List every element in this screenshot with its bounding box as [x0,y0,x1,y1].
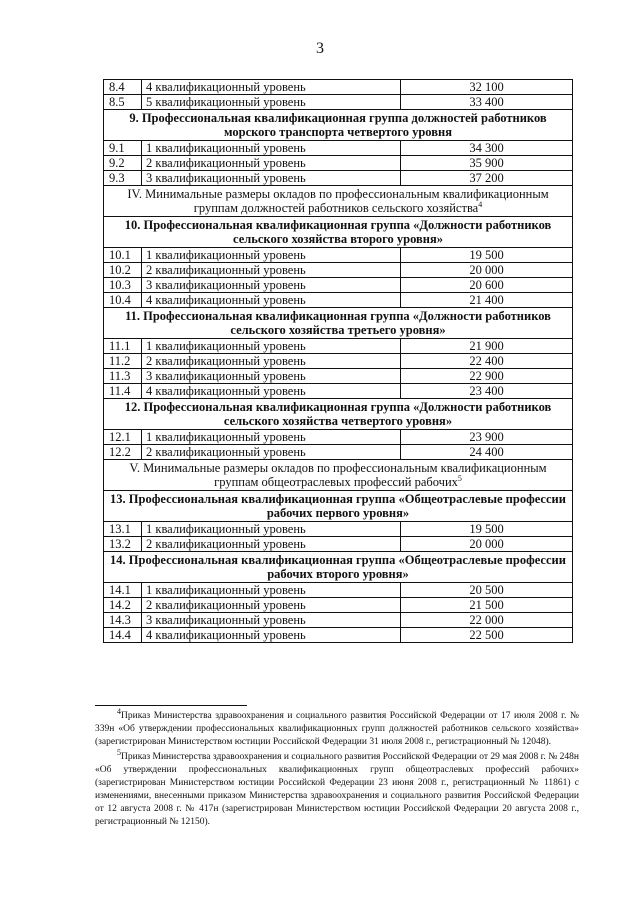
salary-amount: 22 900 [401,369,573,384]
row-number: 9.2 [104,156,142,171]
footnote-mark: 5 [117,747,121,757]
table-row [104,141,573,156]
group-heading [104,552,573,583]
salary-amount: 34 300 [401,141,573,156]
salary-amount: 22 500 [401,628,573,643]
row-number: 12.2 [104,445,142,460]
row-number: 13.1 [104,522,142,537]
qualification-level: 5 квалификационный уровень [142,95,401,110]
row-number: 14.1 [104,583,142,598]
table-row [104,171,573,186]
salary-amount: 24 400 [401,445,573,460]
salary-amount: 19 500 [401,522,573,537]
page-number: 3 [316,40,324,57]
table-row [104,156,573,171]
row-number: 8.5 [104,95,142,110]
table-row [104,293,573,308]
qualification-level: 1 квалификационный уровень [142,583,401,598]
qualification-level: 2 квалификационный уровень [142,537,401,552]
qualification-level: 3 квалификационный уровень [142,278,401,293]
qualification-level: 3 квалификационный уровень [142,369,401,384]
salary-amount: 20 500 [401,583,573,598]
qualification-level: 3 квалификационный уровень [142,613,401,628]
row-number: 9.1 [104,141,142,156]
qualification-level: 1 квалификационный уровень [142,141,401,156]
salary-amount: 20 000 [401,263,573,278]
salary-amount: 32 100 [401,80,573,95]
footnotes [95,706,579,831]
qualification-level: 4 квалификационный уровень [142,384,401,399]
row-number: 14.2 [104,598,142,613]
row-number: 12.1 [104,430,142,445]
footnote-text: Приказ Министерства здравоохранения и социального развития Российской Федерации от 17 июля 2008 г. № 339н «Об утверждении профессиональных квалификационных групп должностей работников сельского хозяйства» (зарегистрирован Министерством юстиции Российской Федерации 31 июля 2008 г., регистрационный № 12048). [95,711,579,747]
heading-text: 9. Профессиональная квалификационная группа должностей работников морского транспорта четвертого уровня [129,111,547,139]
group-heading-row [104,491,573,522]
qualification-level: 2 квалификационный уровень [142,263,401,278]
group-heading-row [104,308,573,339]
table-row [104,628,573,643]
row-number: 14.3 [104,613,142,628]
qualification-level: 1 квалификационный уровень [142,430,401,445]
footnote-text: Приказ Министерства здравоохранения и социального развития Российской Федерации от 29 мая 2008 г. № 248н «Об утверждении профессиональных квалификационных групп общеотраслевых профессий рабочих» (зарегистрирован Министерством юстиции Российской Федерации 23 июня 2008 г., регистрационный № 11861) с изменениями, внесенными приказом Министерства здравоохранения и социального развития Российской Федерации от 12 августа 2008 г. № 417н (зарегистрирован Министерством юстиции Российской Федерации 20 августа 2008 г., регистрационный № 12150). [95,752,579,827]
qualification-level: 2 квалификационный уровень [142,598,401,613]
qualification-level: 4 квалификационный уровень [142,293,401,308]
salary-amount: 21 400 [401,293,573,308]
salary-amount: 22 400 [401,354,573,369]
salary-amount: 19 500 [401,248,573,263]
table-row [104,613,573,628]
salary-amount: 20 000 [401,537,573,552]
qualification-level: 3 квалификационный уровень [142,171,401,186]
group-heading-row [104,399,573,430]
row-number: 10.1 [104,248,142,263]
row-number: 14.4 [104,628,142,643]
table-row [104,583,573,598]
footnote [95,747,579,829]
table-row [104,95,573,110]
heading-text: 12. Профессиональная квалификационная группа «Должности работников сельского хозяйства четвертого уровня» [124,400,552,428]
salary-amount: 23 900 [401,430,573,445]
section-heading [104,460,573,491]
section-heading [104,186,573,217]
section-heading-row [104,186,573,217]
row-number: 11.4 [104,384,142,399]
table-row [104,522,573,537]
table-row [104,80,573,95]
group-heading-row [104,552,573,583]
heading-text: 13. Профессиональная квалификационная группа «Общеотраслевые профессии рабочих первого уровня» [110,492,566,520]
table-row [104,384,573,399]
qualification-level: 1 квалификационный уровень [142,522,401,537]
footnote-divider [95,705,247,706]
group-heading [104,491,573,522]
row-number: 8.4 [104,80,142,95]
heading-text: 14. Профессиональная квалификационная группа «Общеотраслевые профессии рабочих второго уровня» [110,553,566,581]
row-number: 11.3 [104,369,142,384]
footnote-marker: 5 [457,473,462,483]
salary-table [103,79,573,643]
salary-amount: 21 500 [401,598,573,613]
table-row [104,537,573,552]
row-number: 11.2 [104,354,142,369]
footnote [95,706,579,749]
section-heading-row [104,460,573,491]
qualification-level: 2 квалификационный уровень [142,354,401,369]
row-number: 10.4 [104,293,142,308]
qualification-level: 1 квалификационный уровень [142,339,401,354]
footnote-mark: 4 [117,706,121,716]
heading-text: V. Минимальные размеры окладов по профессиональным квалификационным группам общеотраслевых профессий рабочих [129,461,547,489]
table-row [104,278,573,293]
table-row [104,430,573,445]
row-number: 11.1 [104,339,142,354]
salary-amount: 21 900 [401,339,573,354]
salary-amount: 23 400 [401,384,573,399]
table-body [104,80,573,643]
row-number: 9.3 [104,171,142,186]
heading-text: 10. Профессиональная квалификационная группа «Должности работников сельского хозяйства второго уровня» [124,218,552,246]
salary-amount: 35 900 [401,156,573,171]
qualification-level: 4 квалификационный уровень [142,80,401,95]
salary-amount: 20 600 [401,278,573,293]
row-number: 10.2 [104,263,142,278]
qualification-level: 1 квалификационный уровень [142,248,401,263]
salary-amount: 33 400 [401,95,573,110]
group-heading-row [104,217,573,248]
group-heading [104,217,573,248]
table-row [104,263,573,278]
heading-text: 11. Профессиональная квалификационная группа «Должности работников сельского хозяйства третьего уровня» [125,309,551,337]
group-heading-row [104,110,573,141]
table-row [104,248,573,263]
group-heading [104,308,573,339]
footnote-marker: 4 [478,199,483,209]
qualification-level: 4 квалификационный уровень [142,628,401,643]
table-row [104,354,573,369]
table-row [104,598,573,613]
row-number: 10.3 [104,278,142,293]
salary-amount: 22 000 [401,613,573,628]
table-row [104,339,573,354]
group-heading [104,399,573,430]
salary-amount: 37 200 [401,171,573,186]
group-heading [104,110,573,141]
table-row [104,445,573,460]
qualification-level: 2 квалификационный уровень [142,445,401,460]
row-number: 13.2 [104,537,142,552]
qualification-level: 2 квалификационный уровень [142,156,401,171]
heading-text: IV. Минимальные размеры окладов по профессиональным квалификационным группам должностей работников сельского хозяйства [127,187,549,215]
table-row [104,369,573,384]
